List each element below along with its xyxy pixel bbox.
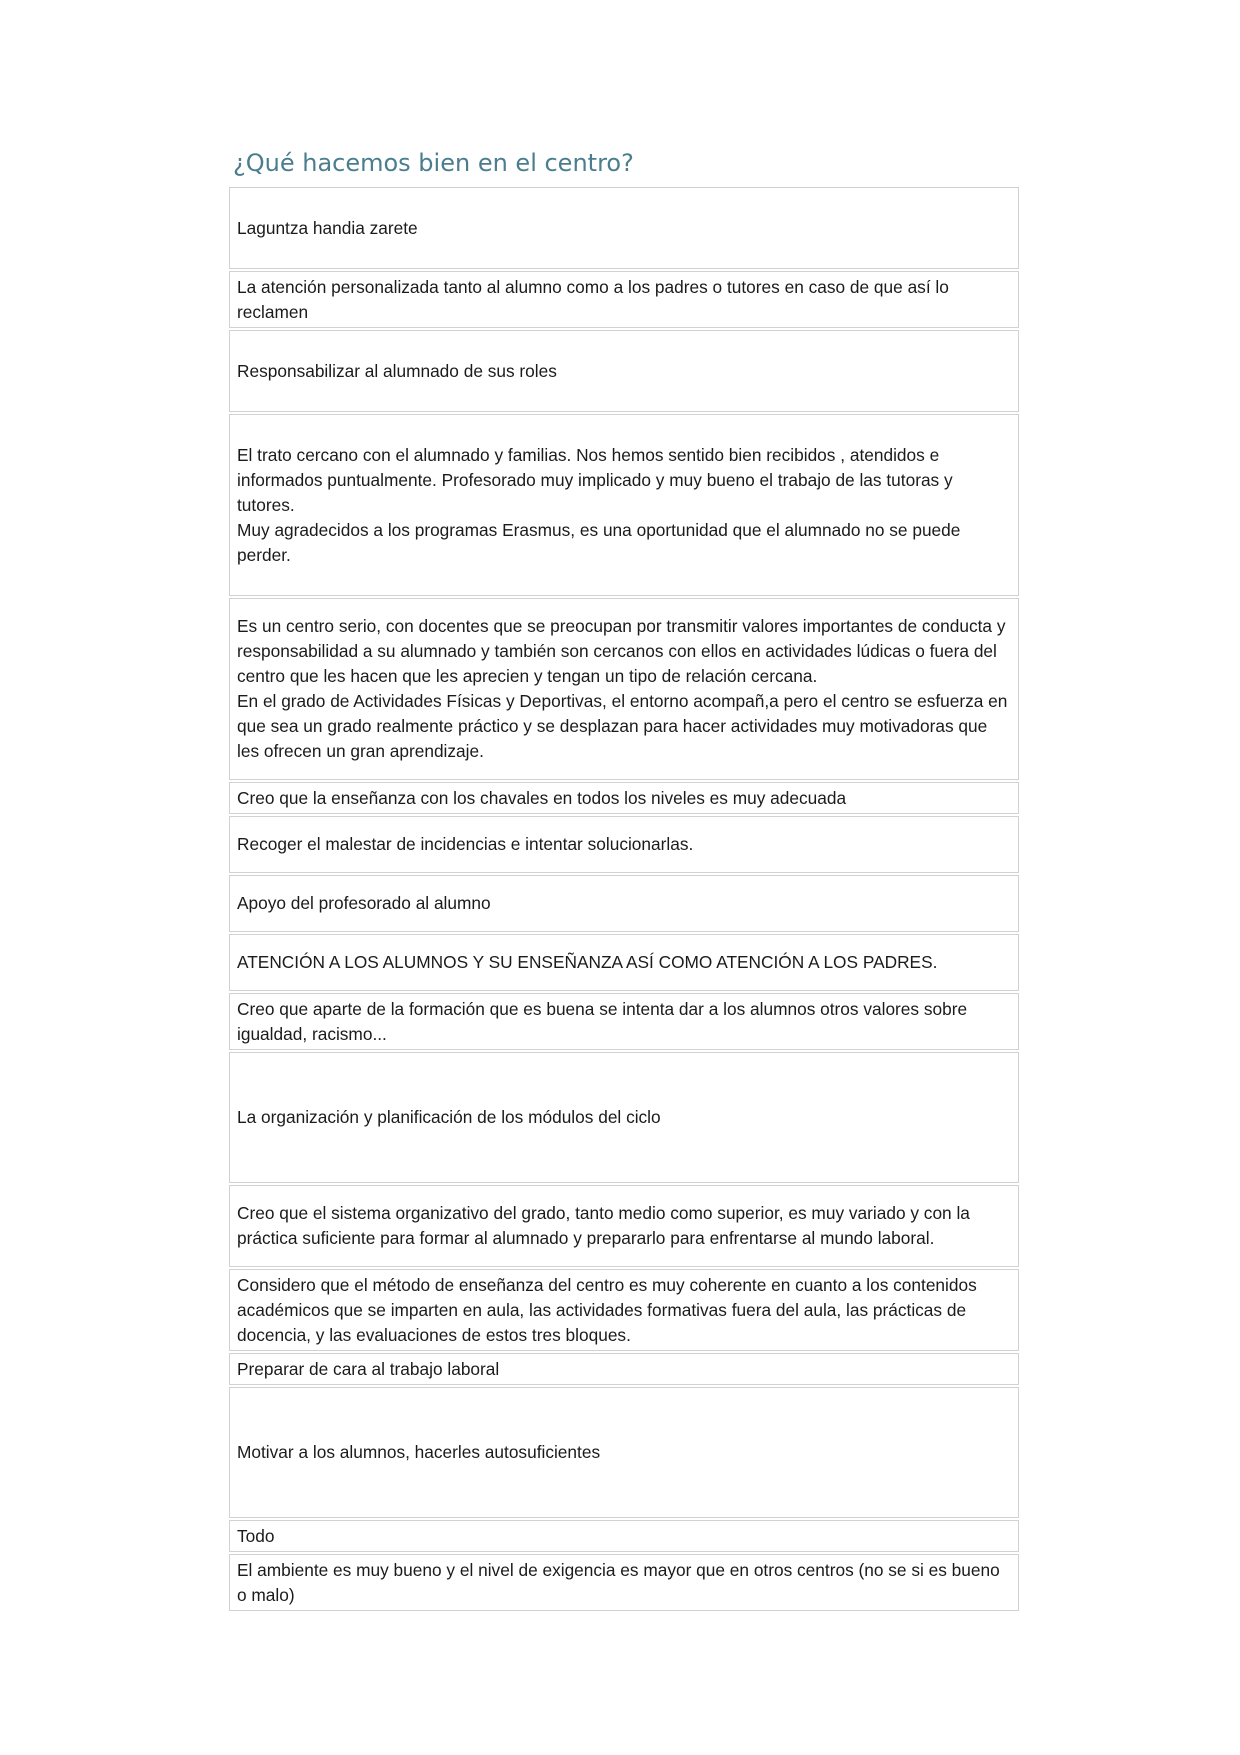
- table-row: [229, 271, 1019, 328]
- table-row: [229, 1269, 1019, 1351]
- response-text: Todo: [237, 1525, 275, 1546]
- table-row: [229, 782, 1019, 814]
- response-text: Considero que el método de enseñanza del centro es muy coherente en cuanto a los contenidos académicos que se imparten en aula, las actividades formativas fuera del aula, las prácticas de docencia, y las evaluaciones de estos tres bloques.: [237, 1274, 977, 1345]
- table-row: [229, 187, 1019, 269]
- response-text: El ambiente es muy bueno y el nivel de exigencia es mayor que en otros centros (no se si es bueno o malo): [237, 1559, 1000, 1605]
- response-text: Creo que la enseñanza con los chavales en todos los niveles es muy adecuada: [237, 787, 847, 808]
- page-title: ¿Qué hacemos bien en el centro?: [233, 149, 634, 177]
- table-row: [229, 1387, 1019, 1518]
- response-text: Creo que el sistema organizativo del grado, tanto medio como superior, es muy variado y con la práctica suficiente para formar al alumnado y prepararlo para enfrentarse al mundo laboral.: [237, 1203, 970, 1248]
- response-text: La organización y planificación de los módulos del ciclo: [237, 1107, 661, 1127]
- table-row: [229, 993, 1019, 1050]
- response-text: Motivar a los alumnos, hacerles autosuficientes: [237, 1442, 601, 1462]
- table-row: [229, 1520, 1019, 1552]
- response-text: Creo que aparte de la formación que es buena se intenta dar a los alumnos otros valores sobre igualdad, racismo...: [237, 998, 968, 1044]
- table-row: [229, 1353, 1019, 1385]
- response-text: Recoger el malestar de incidencias e intentar solucionarlas.: [237, 834, 694, 854]
- table-row: [229, 816, 1019, 873]
- table-row: [229, 1052, 1019, 1183]
- table-row: [229, 414, 1019, 596]
- table-row: [229, 934, 1019, 991]
- table-row: [229, 598, 1019, 780]
- response-text: Responsabilizar al alumnado de sus roles: [237, 360, 557, 381]
- responses-table: [229, 187, 1019, 1613]
- table-row: [229, 875, 1019, 932]
- response-text: ATENCIÓN A LOS ALUMNOS Y SU ENSEÑANZA ASÍ COMO ATENCIÓN A LOS PADRES.: [237, 952, 938, 972]
- response-text: El trato cercano con el alumnado y familias. Nos hemos sentido bien recibidos , atendidos e informados puntualmente. Profesorado muy implicado y muy bueno el trabajo de las tutoras y tutores. Muy agradecidos a los programas Erasmus, es una oportunidad que el alumnado no se puede perder.: [237, 444, 961, 565]
- table-row: [229, 330, 1019, 412]
- response-text: Preparar de cara al trabajo laboral: [237, 1358, 500, 1379]
- response-text: Apoyo del profesorado al alumno: [237, 893, 491, 913]
- response-text: Laguntza handia zarete: [237, 217, 418, 238]
- response-text: Es un centro serio, con docentes que se preocupan por transmitir valores importantes de conducta y responsabilidad a su alumnado y también son cercanos con ellos en actividades lúdicas o fuera del centro que les hacen que les aprecien y tengan un tipo de relación cercana. En el grado de Actividades Físicas y Deportivas, el entorno acompañ,a pero el centro se esfuerza en que sea un grado realmente práctico y se desplazan para hacer actividades muy motivadoras que les ofrecen un gran aprendizaje.: [237, 616, 1008, 761]
- response-text: La atención personalizada tanto al alumno como a los padres o tutores en caso de que así lo reclamen: [237, 276, 949, 322]
- table-row: [229, 1554, 1019, 1611]
- table-row: [229, 1185, 1019, 1267]
